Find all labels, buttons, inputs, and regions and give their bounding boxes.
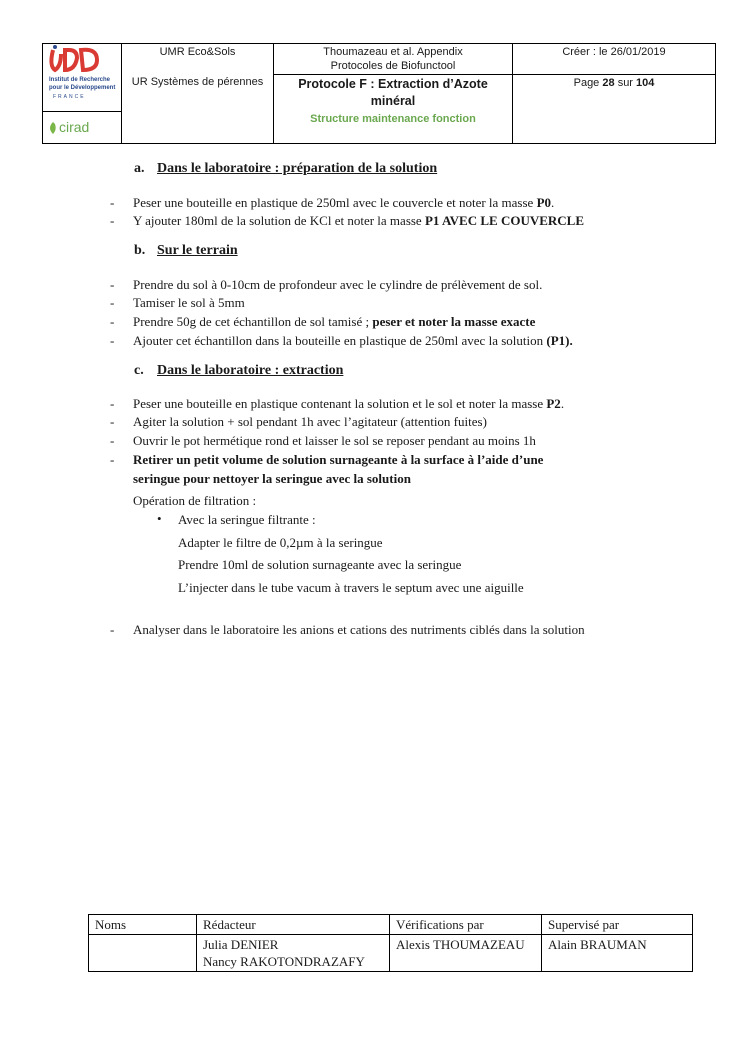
protocol-cell [273,74,513,144]
page-current: 28 [602,77,615,89]
ird-logo [43,44,121,110]
date-cell [512,43,716,75]
page-sep: sur [617,77,633,89]
cirad-logo-cell [42,111,122,144]
section-c-heading [134,363,343,379]
ird-logo-cell [42,43,122,112]
signature-table [88,914,693,975]
section-a-letter: a. [134,161,145,176]
unit-ur: UR Systèmes de pérennes [131,76,264,88]
section-c-letter: c. [134,363,144,378]
redacteur-2: Nancy RAKOTONDRAZAFY [203,954,365,969]
reference-line1: Thoumazeau et al. Appendix [323,46,463,58]
unit-umr: UMR Eco&Sols [159,46,236,58]
empty-cell [89,935,197,972]
protocol-subtitle: Structure maintenance fonction [310,113,476,125]
section-a-title: Dans le laboratoire : préparation de la solution [157,161,438,176]
unit-cell [121,43,274,144]
superv-name: Alain BRAUMAN [542,935,693,972]
section-b-title: Sur le terrain [157,243,238,258]
document-header [42,43,716,144]
protocol-title: Protocole F : Extraction d’Azote minéral [298,77,488,108]
bullet-marker: • [157,511,162,526]
creation-date: Créer : le 26/01/2019 [562,46,666,58]
section-b-heading [134,243,238,259]
section-b-letter: b. [134,243,146,258]
section-a-heading [134,161,437,177]
filtration-label: Opération de filtration : [133,493,257,508]
step-item: Adapter le filtre de 0,2µm à la seringue [178,535,383,550]
reference-line2: Protocoles de Biofunctool [330,60,456,72]
cirad-wordmark: cirad [59,119,90,135]
section-c-title: Dans le laboratoire : extraction [157,363,344,378]
col-supervise: Supervisé par [542,915,693,935]
step-item: L’injecter dans le tube vacum à travers le septum avec une aiguille [178,580,524,595]
ird-line2: pour le Développement [49,85,116,91]
bullet-item: Avec la seringue filtrante : [178,512,316,527]
verif-name: Alexis THOUMAZEAU [390,935,542,972]
page-number [513,76,715,91]
page-total: 104 [636,77,655,89]
redacteur-1: Julia DENIER [203,937,279,952]
ird-line3: FRANCE [53,94,86,100]
page-prefix: Page [573,77,600,89]
bold-item-line2: seringue pour nettoyer la seringue avec la solution [133,471,411,486]
col-verification: Vérifications par [390,915,542,935]
page-cell [512,74,716,144]
bold-item-line1: Retirer un petit volume de solution surnageante à la surface à l’aide d’une [133,452,544,467]
col-noms: Noms [89,915,197,935]
reference-cell [273,43,513,75]
cirad-logo [43,112,121,142]
ird-line1: Institut de Recherche [49,77,111,83]
redacteur-names [197,935,390,972]
step-item: Prendre 10ml de solution surnageante avec la seringue [178,557,462,572]
col-redacteur: Rédacteur [197,915,390,935]
